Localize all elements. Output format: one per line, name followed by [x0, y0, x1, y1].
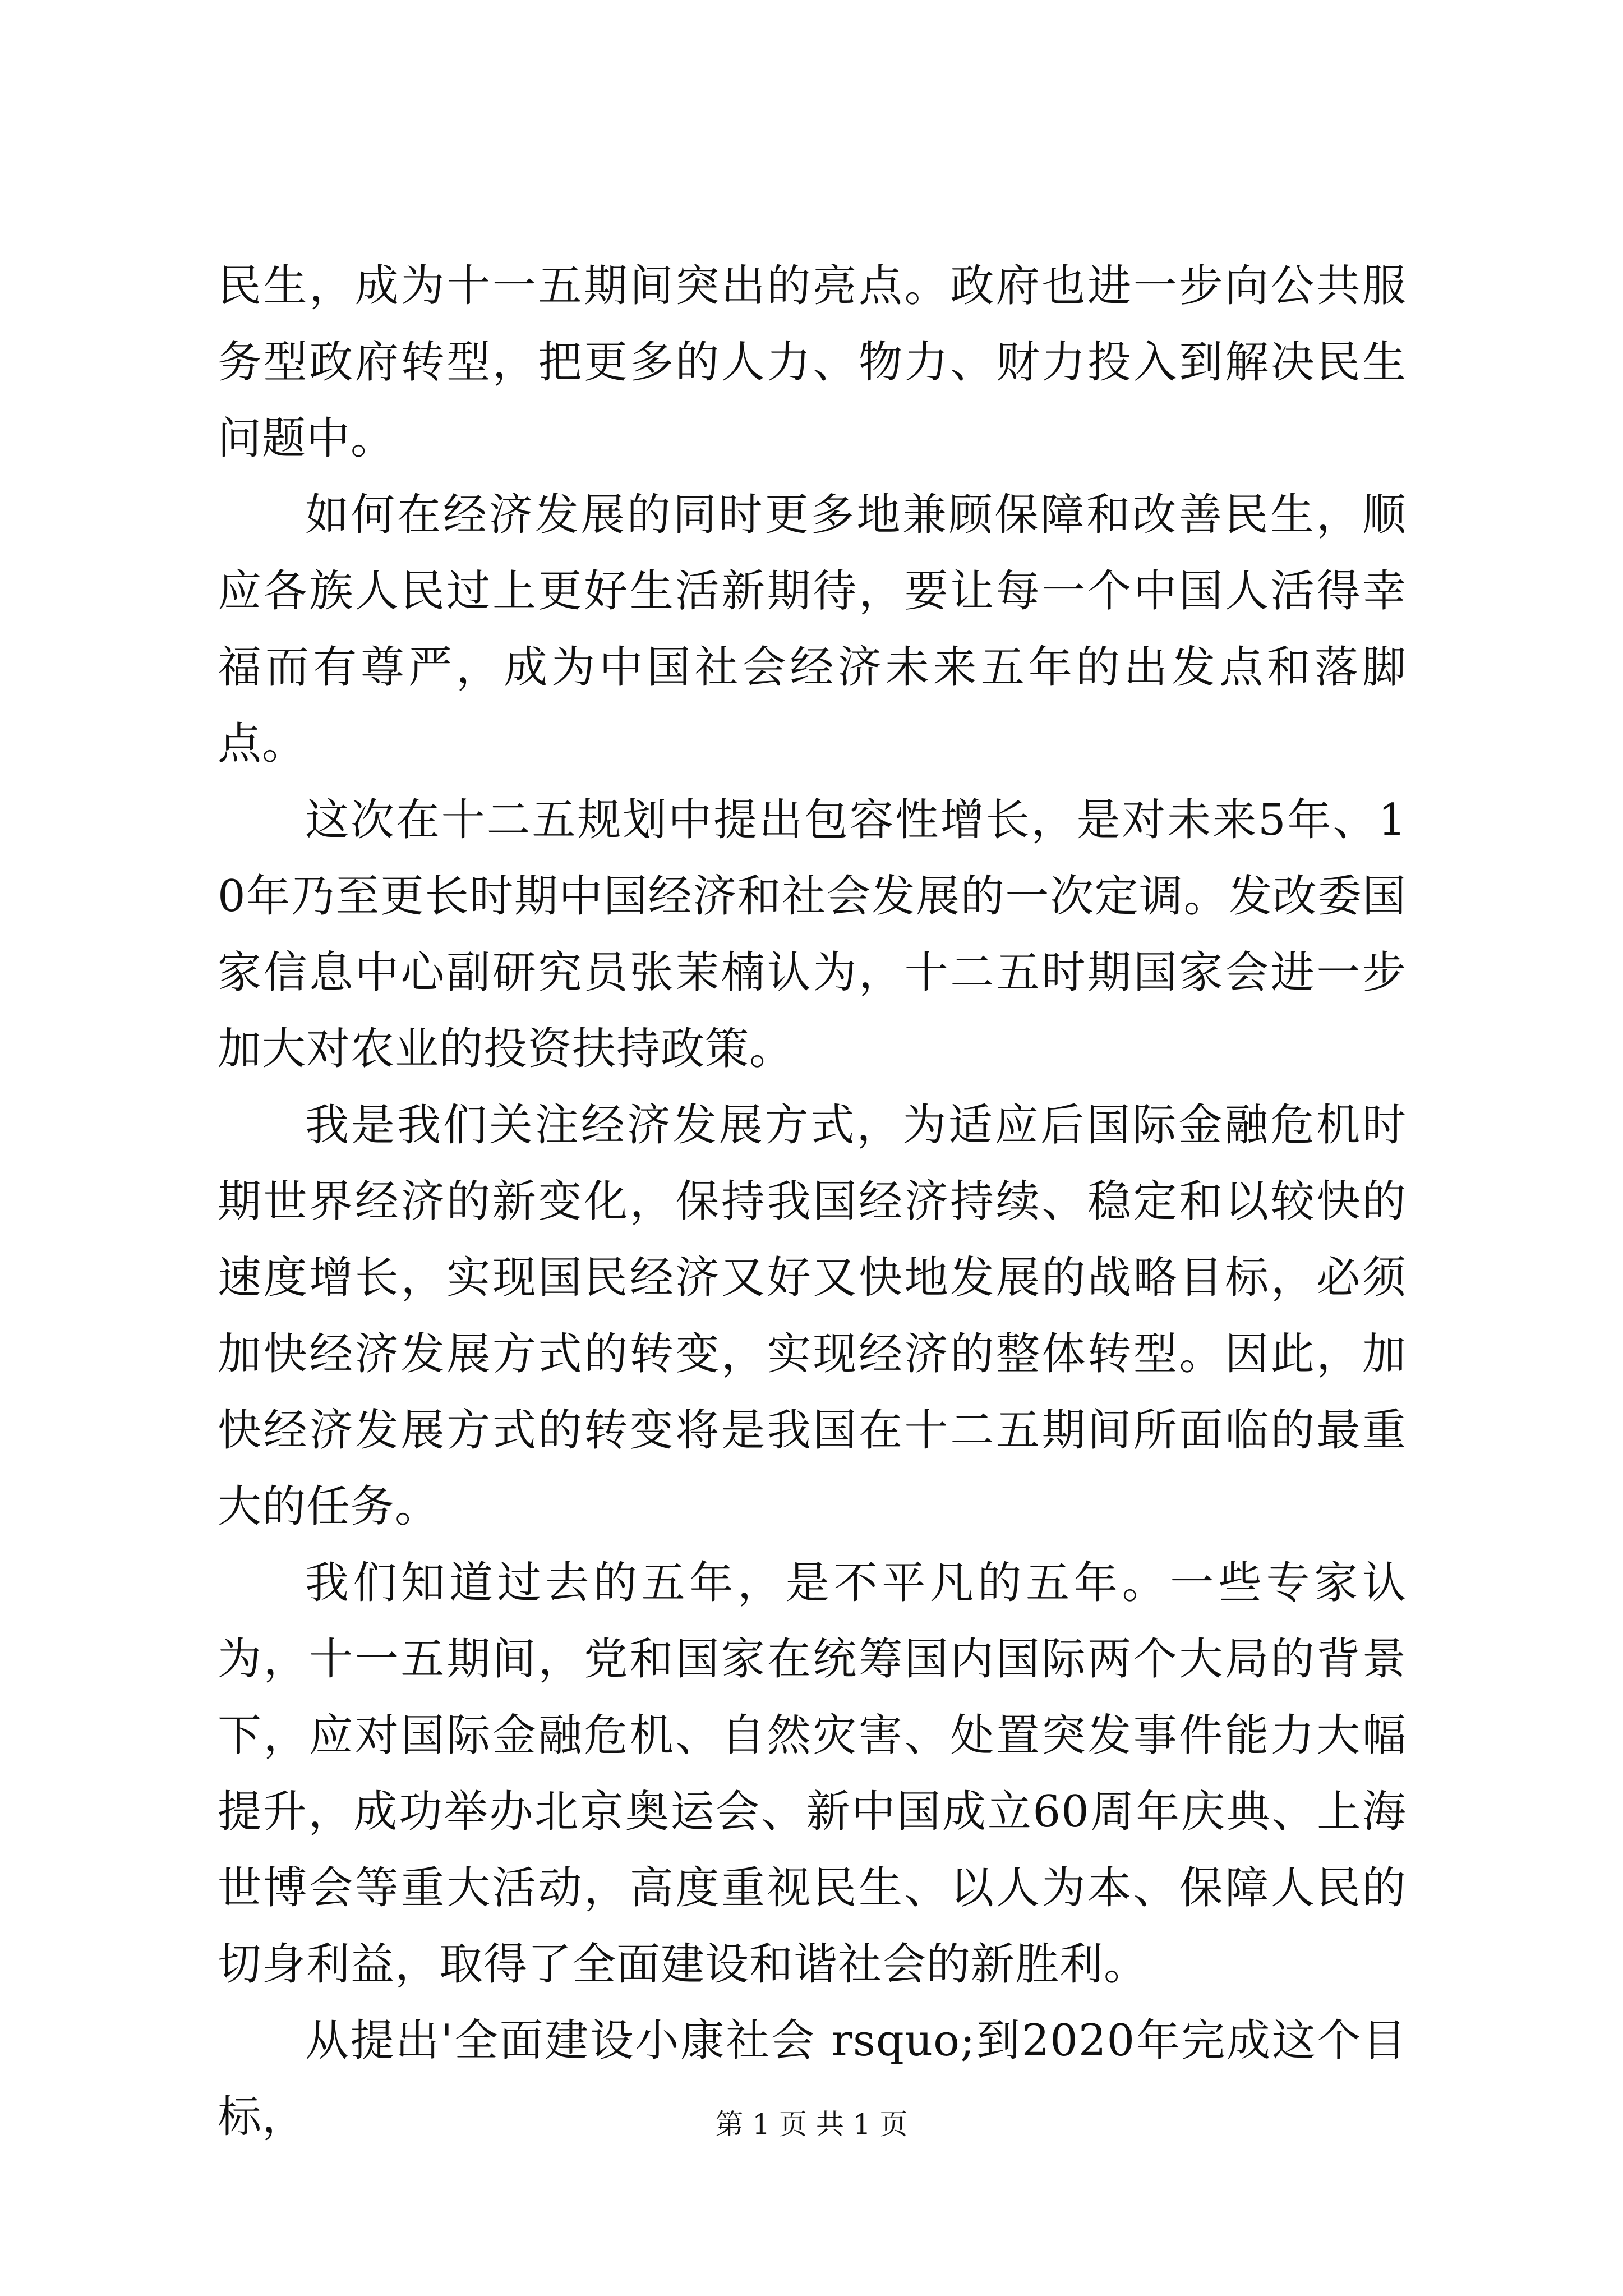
- paragraph-2: 如何在经济发展的同时更多地兼顾保障和改善民生，顺应各族人民过上更好生活新期待，要让每一个中国人活得幸福而有尊严，成为中国社会经济未来五年的出发点和落脚点。: [218, 490, 1407, 769]
- paragraph-3: 这次在十二五规划中提出包容性增长，是对未来5年、10年乃至更长时期中国经济和社会发展的一次定调。发改委国家信息中心副研究员张茉楠认为，十二五时期国家会进一步加大对农业的投资扶持政策。: [218, 795, 1407, 1074]
- paragraph-5: 我们知道过去的五年，是不平凡的五年。一些专家认为，十一五期间，党和国家在统筹国内国际两个大局的背景下，应对国际金融危机、自然灾害、处置突发事件能力大幅提升，成功举办北京奥运会、新中国成立60周年庆典、上海世博会等重大活动，高度重视民生、以人为本、保障人民的切身利益，取得了全面建设和谐社会的新胜利。: [218, 1558, 1407, 1990]
- paragraph-4: 我是我们关注经济发展方式，为适应后国际金融危机时期世界经济的新变化，保持我国经济持续、稳定和以较快的速度增长，实现国民经济又好又快地发展的战略目标，必须加快经济发展方式的转变，实现经济的整体转型。因此，加快经济发展方式的转变将是我国在十二五期间所面临的最重大的任务。: [218, 1100, 1407, 1532]
- paragraph-1: 民生，成为十一五期间突出的亮点。政府也进一步向公共服务型政府转型，把更多的人力、物力、财力投入到解决民生问题中。: [218, 261, 1407, 464]
- document-body: [218, 248, 1407, 2155]
- paragraph-6: 从提出'全面建设小康社会 rsquo;到2020年完成这个目标，: [218, 2016, 1407, 2142]
- page-number-footer: 第 1 页 共 1 页: [715, 2108, 908, 2141]
